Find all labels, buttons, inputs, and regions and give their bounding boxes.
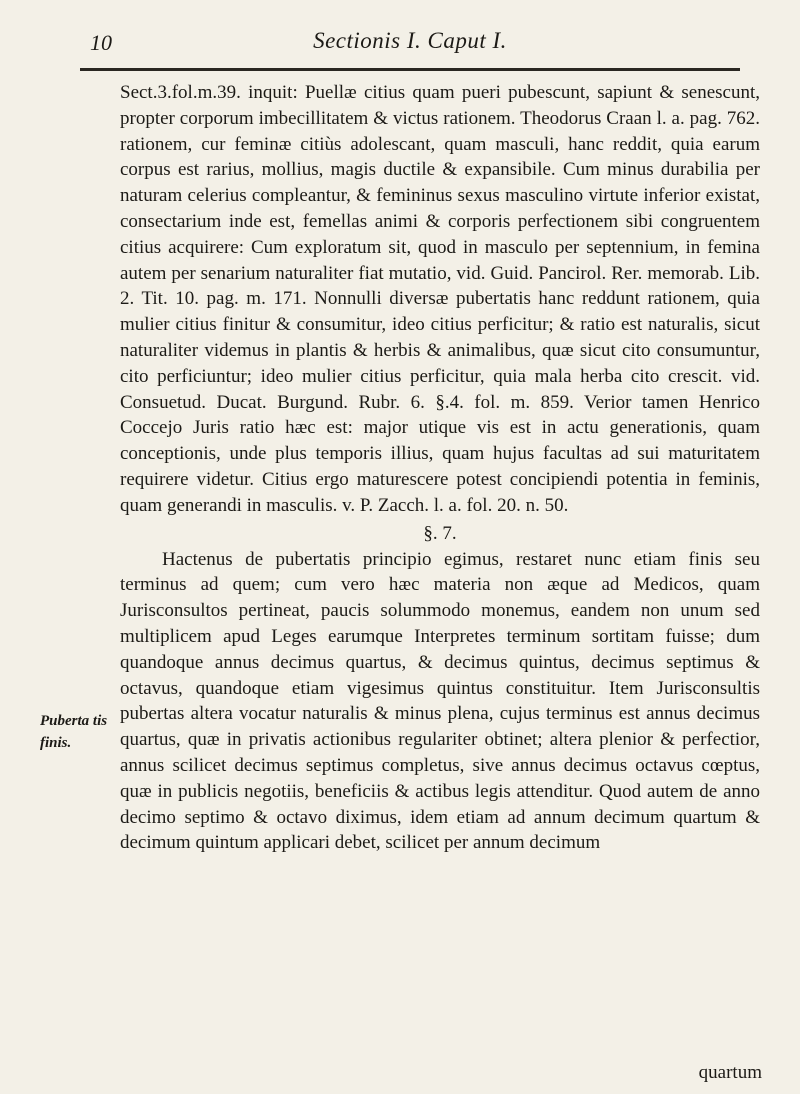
margin-note-line-2: finis.: [40, 735, 72, 751]
section-marker: §. 7.: [423, 522, 457, 544]
paragraph-one: Sect.3.fol.m.39. inquit: Puellæ citius quam pueri pubescunt, sapiunt & senescunt, propter corporum imbecillitatem & victus rationem. Theodorus Craan l. a. pag. 762. rationem, cur feminæ citiùs adolescant, quam masculi, hanc reddit, quia earum corpus est rarius, mollius, magis ductile & expansibile. Cum minus durabilia per naturam celerius compleantur, & femininus sexus masculino virtute inferior existat, consectarium inde est, femellas animi & corporis perfectionem sibi congruentem citius acquirere: Cum exploratum sit, quod in masculo per septennium, in femina autem per senarium naturaliter fiat mutatio, vid. Guid. Pancirol. Rer. memorab. Lib. 2. Tit. 10. pag. m. 171. Nonnulli diversæ pubertatis hanc reddunt rationem, quia mulier citius finitur & consumitur, ideo citius perficitur; & ratio est naturalis, sicut naturaliter videmus in plantis & herbis & animalibus, quæ sicut cito consumuntur, cito perficiuntur; ideo mulier citius perficitur, quia mala herba cito crescit. vid. Consuetud. Ducat. Burgund. Rubr. 6. §.4. fol. m. 859. Verior tamen Henrico Coccejo Juris ratio hæc est: major utique vis est in actu generationis, quam conceptionis, unde plus temporis illius, quam hujus facultas ad sui maturitatem requirere videtur. Citius ergo maturescere potest concipiendi potentia in feminis, quam generandi in masculis. v. P. Zacch. l. a. fol. 20. n. 50.: [120, 82, 760, 516]
header-rule: [80, 68, 740, 71]
page-number: 10: [90, 30, 112, 55]
paragraph-two: Hactenus de pubertatis principio egimus, restaret nunc etiam finis seu terminus ad quem; cum vero hæc materia non æque ad Medicos, quam Jurisconsultos pertineat, paucis solummodo monemus, eandem non unum sed multiplicem apud Leges earumque Interpretes terminum sortitam fuisse; dum quandoque annus decimus quartus, & decimus quintus, decimus septimus & octavus, quandoque etiam vigesimus quintus constituitur. Item Jurisconsultis pubertas altera vocatur naturalis & minus plena, cujus terminus est annus decimus quartus, quæ in privatis actionibus regulariter obtinet; altera plenior & perfectior, annus scilicet decimus septimus completus, sive annus decimus octavus cœptus, quæ in publicis negotiis, beneficiis & actibus legis attenditur. Quod autem de anno decimo septimo & octavo diximus, idem etiam ad annum decimum quartum & decimum quintum applicari debet, scilicet per annum decimum: [120, 548, 760, 854]
margin-note-line-1: Puberta tis: [40, 713, 108, 729]
running-head: Sectionis I. Caput I.: [313, 28, 507, 53]
page-header: [80, 28, 740, 68]
margin-note: [40, 710, 120, 754]
catchword: quartum: [698, 1062, 762, 1083]
body-text: [120, 80, 760, 856]
